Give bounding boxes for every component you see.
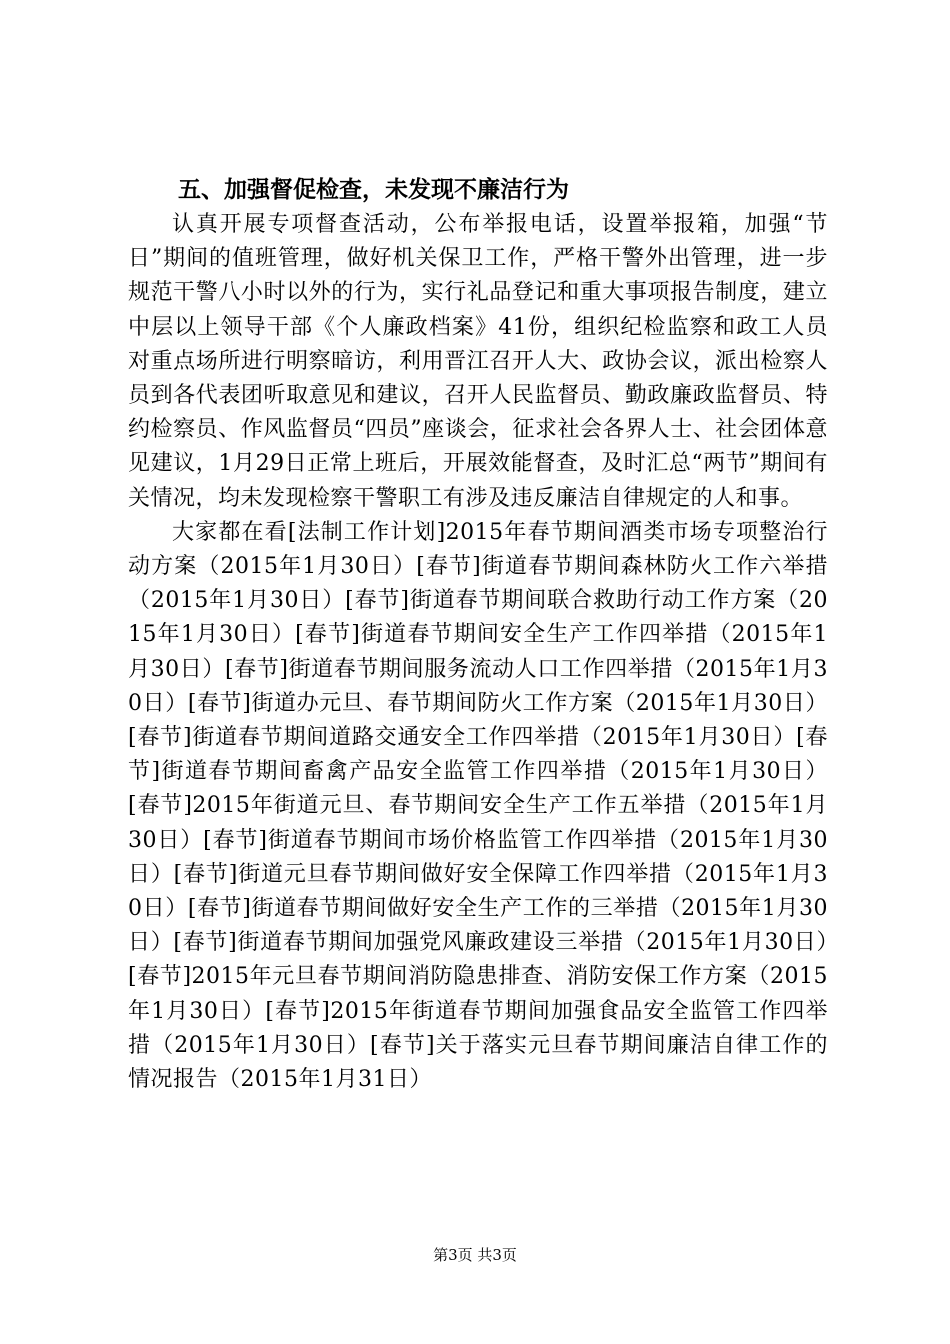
related-articles-paragraph: 大家都在看[法制工作计划]2015年春节期间酒类市场专项整治行动方案（2015年1月30日）[春节]街道春节期间森林防火工作六举措（2015年1月30日）[春节]街道春节期间联合救助行动工作方案（2015年1月30日）[春节]街道春节期间安全生产工作四举措（2015年1月30日）[春节]街道春节期间服务流动人口工作四举措（2015年1月30日）[春节]街道办元旦、春节期间防火工作方案（2015年1月30日）[春节]街道春节期间道路交通安全工作四举措（2015年1月30日）[春节]街道春节期间畜禽产品安全监管工作四举措（2015年1月30日）[春节]2015年街道元旦、春节期间安全生产工作五举措（2015年1月30日）[春节]街道春节期间市场价格监管工作四举措（2015年1月30日）[春节]街道元旦春节期间做好安全保障工作四举措（2015年1月30日）[春节]街道春节期间做好安全生产工作的三举措（2015年1月30日）[春节]街道春节期间加强党风廉政建设三举措（2015年1月30日）[春节]2015年元旦春节期间消防隐患排查、消防安保工作方案（2015年1月30日）[春节]2015年街道春节期间加强食品安全监管工作四举措（2015年1月30日）[春节]关于落实元旦春节期间廉洁自律工作的情况报告（2015年1月31日）	[128, 519, 828, 1093]
section-heading: 五、加强督促检查，未发现不廉洁行为	[178, 177, 569, 203]
document-body	[128, 172, 828, 1097]
section-paragraph: 认真开展专项督查活动，公布举报电话，设置举报箱，加强“节日”期间的值班管理，做好机关保卫工作，严格干警外出管理，进一步规范干警八小时以外的行为，实行礼品登记和重大事项报告制度，建立中层以上领导干部《个人廉政档案》41份，组织纪检监察和政工人员对重点场所进行明察暗访，利用晋江召开人大、政协会议，派出检察人员到各代表团听取意见和建议，召开人民监督员、勤政廉政监督员、特约检察员、作风监督员“四员”座谈会，征求社会各界人士、社会团体意见建议，1月29日正常上班后，开展效能督查，及时汇总“两节”期间有关情况，均未发现检察干警职工有涉及违反廉洁自律规定的人和事。	[128, 212, 828, 511]
page-number-footer: 第3页 共3页	[433, 1246, 517, 1264]
